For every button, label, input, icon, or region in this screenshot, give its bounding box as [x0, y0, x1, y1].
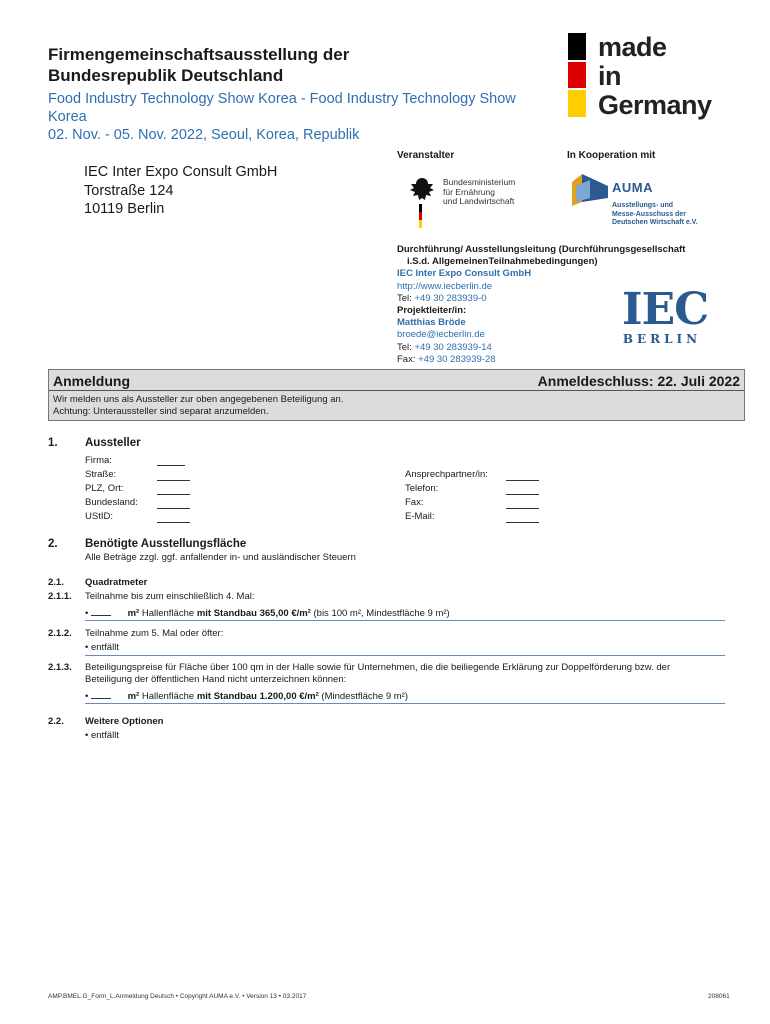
flag-red-bar-icon [568, 62, 586, 88]
registration-box [48, 369, 745, 421]
execution-company: IEC Inter Expo Consult GmbH [397, 268, 532, 280]
iec-logo-berlin: BERLIN [622, 332, 702, 346]
section-1-number: 1. [48, 437, 58, 449]
bundesland-field[interactable] [157, 498, 190, 509]
flag-gold-bar-icon [568, 90, 586, 117]
plz-ort-field[interactable] [157, 484, 190, 495]
unit: m² [127, 691, 140, 702]
unit: m² [127, 608, 140, 619]
auma-fullname [612, 202, 698, 228]
organizer-city: 10119 Berlin [84, 201, 165, 217]
ministry-name [443, 178, 515, 207]
section-2-1-3-option [85, 690, 408, 703]
project-manager-name: Matthias Bröde [397, 317, 466, 329]
auma-emblem-icon [570, 172, 610, 208]
extra-211: (bis 100 m², Mindestfläche 9 m²) [313, 608, 450, 619]
auma-line-2: Messe-Ausschuss der [612, 210, 686, 218]
event-name-line-1: Food Industry Technology Show Korea - Food Industry Technology Show [48, 91, 516, 107]
price-211: mit Standbau 365,00 €/m² [196, 608, 311, 619]
telefon-label: Telefon: [405, 483, 439, 494]
fax-label: Fax: [405, 497, 424, 508]
execution-tel: +49 30 283939-0 [414, 292, 487, 304]
section-2-1-1-number: 2.1.1. [48, 591, 72, 602]
auma-line-3: Deutschen Wirtschaft e.V. [612, 219, 698, 226]
section-2-1-number: 2.1. [48, 577, 64, 588]
ministry-line-3: und Landwirtschaft [443, 196, 515, 206]
fax-field[interactable] [506, 498, 539, 509]
flag-black-bar-icon [568, 33, 586, 60]
section-1-title: Aussteller [85, 437, 141, 449]
logo-in: in [598, 61, 621, 91]
cooperation-heading: In Kooperation mit [567, 150, 656, 161]
strasse-label: Straße: [85, 469, 117, 480]
bullet: • [85, 691, 89, 702]
section-2-2-number: 2.2. [48, 716, 64, 727]
tel-label: Tel: [397, 292, 412, 304]
project-manager-email-link[interactable]: broede@iecberlin.de [397, 329, 485, 341]
section-2-1-3-text [85, 662, 745, 686]
event-info [48, 90, 568, 144]
section-2-1-3-number: 2.1.3. [48, 662, 72, 673]
footer-copyright: AMP.BMEL.G_Form_L.Anmeldung Deutsch • Copyright AUMA e.V. • Version 13 • 03.2017 [48, 993, 307, 1000]
section-2-number: 2. [48, 538, 58, 550]
organizer-street: Torstraße 124 [84, 182, 174, 199]
strasse-field[interactable] [157, 470, 190, 481]
execution-url-link[interactable]: http://www.iecberlin.de [397, 280, 493, 292]
federal-eagle-icon [408, 176, 436, 228]
page-title [48, 44, 468, 86]
bullet: • [85, 608, 89, 619]
tax-note: Alle Beträge zzgl. ggf. anfallender in- und ausländischer Steuern [85, 552, 356, 563]
iec-logo-text: IEC [622, 284, 709, 335]
execution-heading-1: Durchführung/ Ausstellungsleitung (Durchführungsgesellschaft [397, 244, 686, 255]
section-2-2-title: Weitere Optionen [85, 716, 164, 727]
organizer-name: IEC Inter Expo Consult GmbH [84, 164, 278, 180]
registration-deadline: Anmeldeschluss: 22. Juli 2022 [537, 373, 740, 389]
hall-label: Hallenfläche [141, 608, 195, 619]
auma-wordmark: AUMA [612, 180, 653, 195]
section-2-1-3-text-2: Beteiligung der öffentlichen Hand nicht unterzeichnen können: [85, 674, 347, 685]
title-line-2: Bundesrepublik Deutschland [48, 66, 284, 85]
logo-made: made [598, 32, 667, 62]
sqm-213-field[interactable] [91, 690, 111, 699]
contact-person-field[interactable] [506, 470, 539, 481]
section-2-1-title: Quadratmeter [85, 577, 148, 588]
made-in-germany-text [598, 33, 712, 120]
ministry-line-2: für Ernährung [443, 186, 495, 197]
section-2-2-option: • entfällt [85, 730, 119, 741]
ustid-label: UStID: [85, 511, 113, 522]
extra-213: (Mindestfläche 9 m²) [321, 691, 409, 702]
divider [49, 390, 744, 391]
email-label: E-Mail: [405, 511, 435, 522]
project-manager-heading: Projektleiter/in: [397, 305, 467, 317]
organizer-address [84, 163, 277, 219]
firma-field[interactable] [157, 455, 185, 466]
firma-label: Firma: [85, 455, 112, 466]
pm-fax-row [397, 354, 742, 366]
section-2-title: Benötigte Ausstellungsfläche [85, 538, 247, 550]
divider [85, 703, 725, 704]
section-2-1-3-text-1: Beteiligungspreise für Fläche über 100 qm in der Halle sowie für Unternehmen, die die beiliegende Erklärung zur Doppelförderung bzw. der [85, 662, 671, 673]
pm-fax-label: Fax: [397, 353, 416, 365]
divider [85, 620, 725, 621]
sqm-211-field[interactable] [91, 607, 111, 616]
bundesland-label: Bundesland: [85, 497, 138, 508]
price-213: mit Standbau 1.200,00 €/m² [196, 691, 319, 702]
telefon-field[interactable] [506, 484, 539, 495]
pm-tel: +49 30 283939-14 [414, 341, 492, 353]
section-2-1-1-option [85, 607, 450, 620]
logo-germany: Germany [598, 90, 712, 120]
pm-fax: +49 30 283939-28 [418, 353, 496, 365]
registration-text [53, 394, 343, 418]
section-2-1-2-number: 2.1.2. [48, 628, 72, 639]
execution-heading-2: i.S.d. AllgemeinenTeilnahmebedingungen) [407, 256, 598, 268]
event-dates: 02. Nov. - 05. Nov. 2022, Seoul, Korea, Republik [48, 127, 360, 143]
contact-person-label: Ansprechpartner/in: [405, 469, 488, 480]
footer-form-number: 208061 [708, 993, 730, 1000]
auma-line-1: Ausstellungs- und [612, 202, 674, 209]
ministry-line-1: Bundesministerium [443, 177, 516, 187]
event-name-line-2: Korea [48, 109, 87, 125]
iec-berlin-logo [622, 284, 709, 346]
divider [85, 655, 725, 656]
section-2-1-1-text: Teilnahme bis zum einschließlich 4. Mal: [85, 591, 255, 602]
section-2-1-2-text: Teilnahme zum 5. Mal oder öfter: [85, 628, 224, 639]
plz-ort-label: PLZ, Ort: [85, 483, 124, 494]
registration-text-1: Wir melden uns als Aussteller zur oben angegebenen Beteiligung an. [53, 394, 344, 405]
hall-label: Hallenfläche [141, 691, 195, 702]
pm-tel-label: Tel: [397, 341, 412, 353]
title-line-1: Firmengemeinschaftsausstellung der [48, 45, 350, 64]
ustid-field[interactable] [157, 512, 190, 523]
section-2-1-2-option: • entfällt [85, 642, 119, 653]
registration-title: Anmeldung [53, 373, 130, 389]
registration-text-2: Achtung: Unteraussteller sind separat anzumelden. [53, 406, 269, 417]
organizer-heading: Veranstalter [397, 150, 455, 161]
email-field[interactable] [506, 512, 539, 523]
